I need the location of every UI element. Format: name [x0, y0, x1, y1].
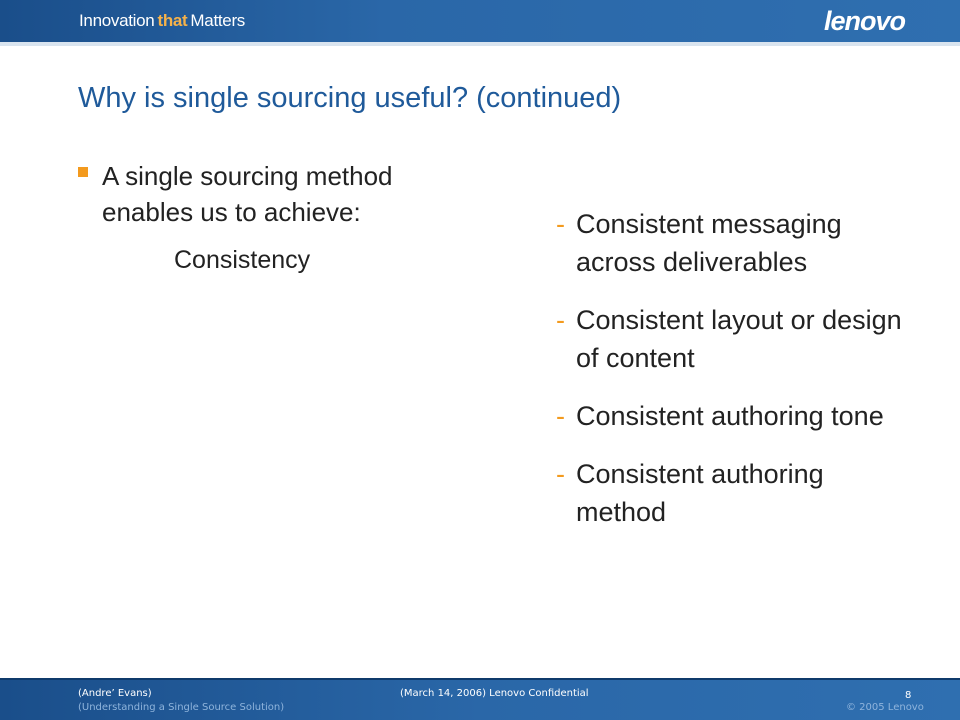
- square-bullet-icon: [78, 167, 88, 177]
- list-item: [556, 397, 916, 435]
- list-item: [556, 205, 916, 281]
- dash-icon: -: [556, 459, 565, 489]
- slide-title: Why is single sourcing useful? (continued): [78, 82, 622, 114]
- list-item-text: Consistent layout or design of content: [576, 305, 902, 373]
- bullet-text: A single sourcing method enables us to achieve:: [102, 161, 393, 227]
- footer-copyright: © 2005 Lenovo: [846, 702, 924, 713]
- footer-date-confidential: (March 14, 2006) Lenovo Confidential: [400, 688, 589, 699]
- lenovo-logo: lenovo: [823, 6, 905, 36]
- tagline-matters: Matters: [190, 11, 245, 30]
- footer-author: (Andre’ Evans): [78, 688, 152, 699]
- list-item: [556, 455, 916, 531]
- tagline: [79, 11, 245, 31]
- list-item: [556, 301, 916, 377]
- consistency-list: [556, 205, 916, 551]
- list-item-text: Consistent messaging across deliverables: [576, 209, 842, 277]
- page-number: 8: [905, 690, 912, 701]
- dash-icon: -: [556, 305, 565, 335]
- header-divider: [0, 42, 960, 46]
- dash-icon: -: [556, 401, 565, 431]
- dash-icon: -: [556, 209, 565, 239]
- subheading: Consistency: [174, 246, 311, 274]
- footer-presentation-title: (Understanding a Single Source Solution): [78, 702, 285, 713]
- tagline-that: that: [157, 11, 188, 30]
- footer-bar: [0, 678, 960, 720]
- header-bar: [0, 0, 960, 42]
- list-item-text: Consistent authoring tone: [576, 401, 884, 431]
- tagline-innovation: Innovation: [79, 11, 155, 30]
- list-item-text: Consistent authoring method: [576, 459, 824, 527]
